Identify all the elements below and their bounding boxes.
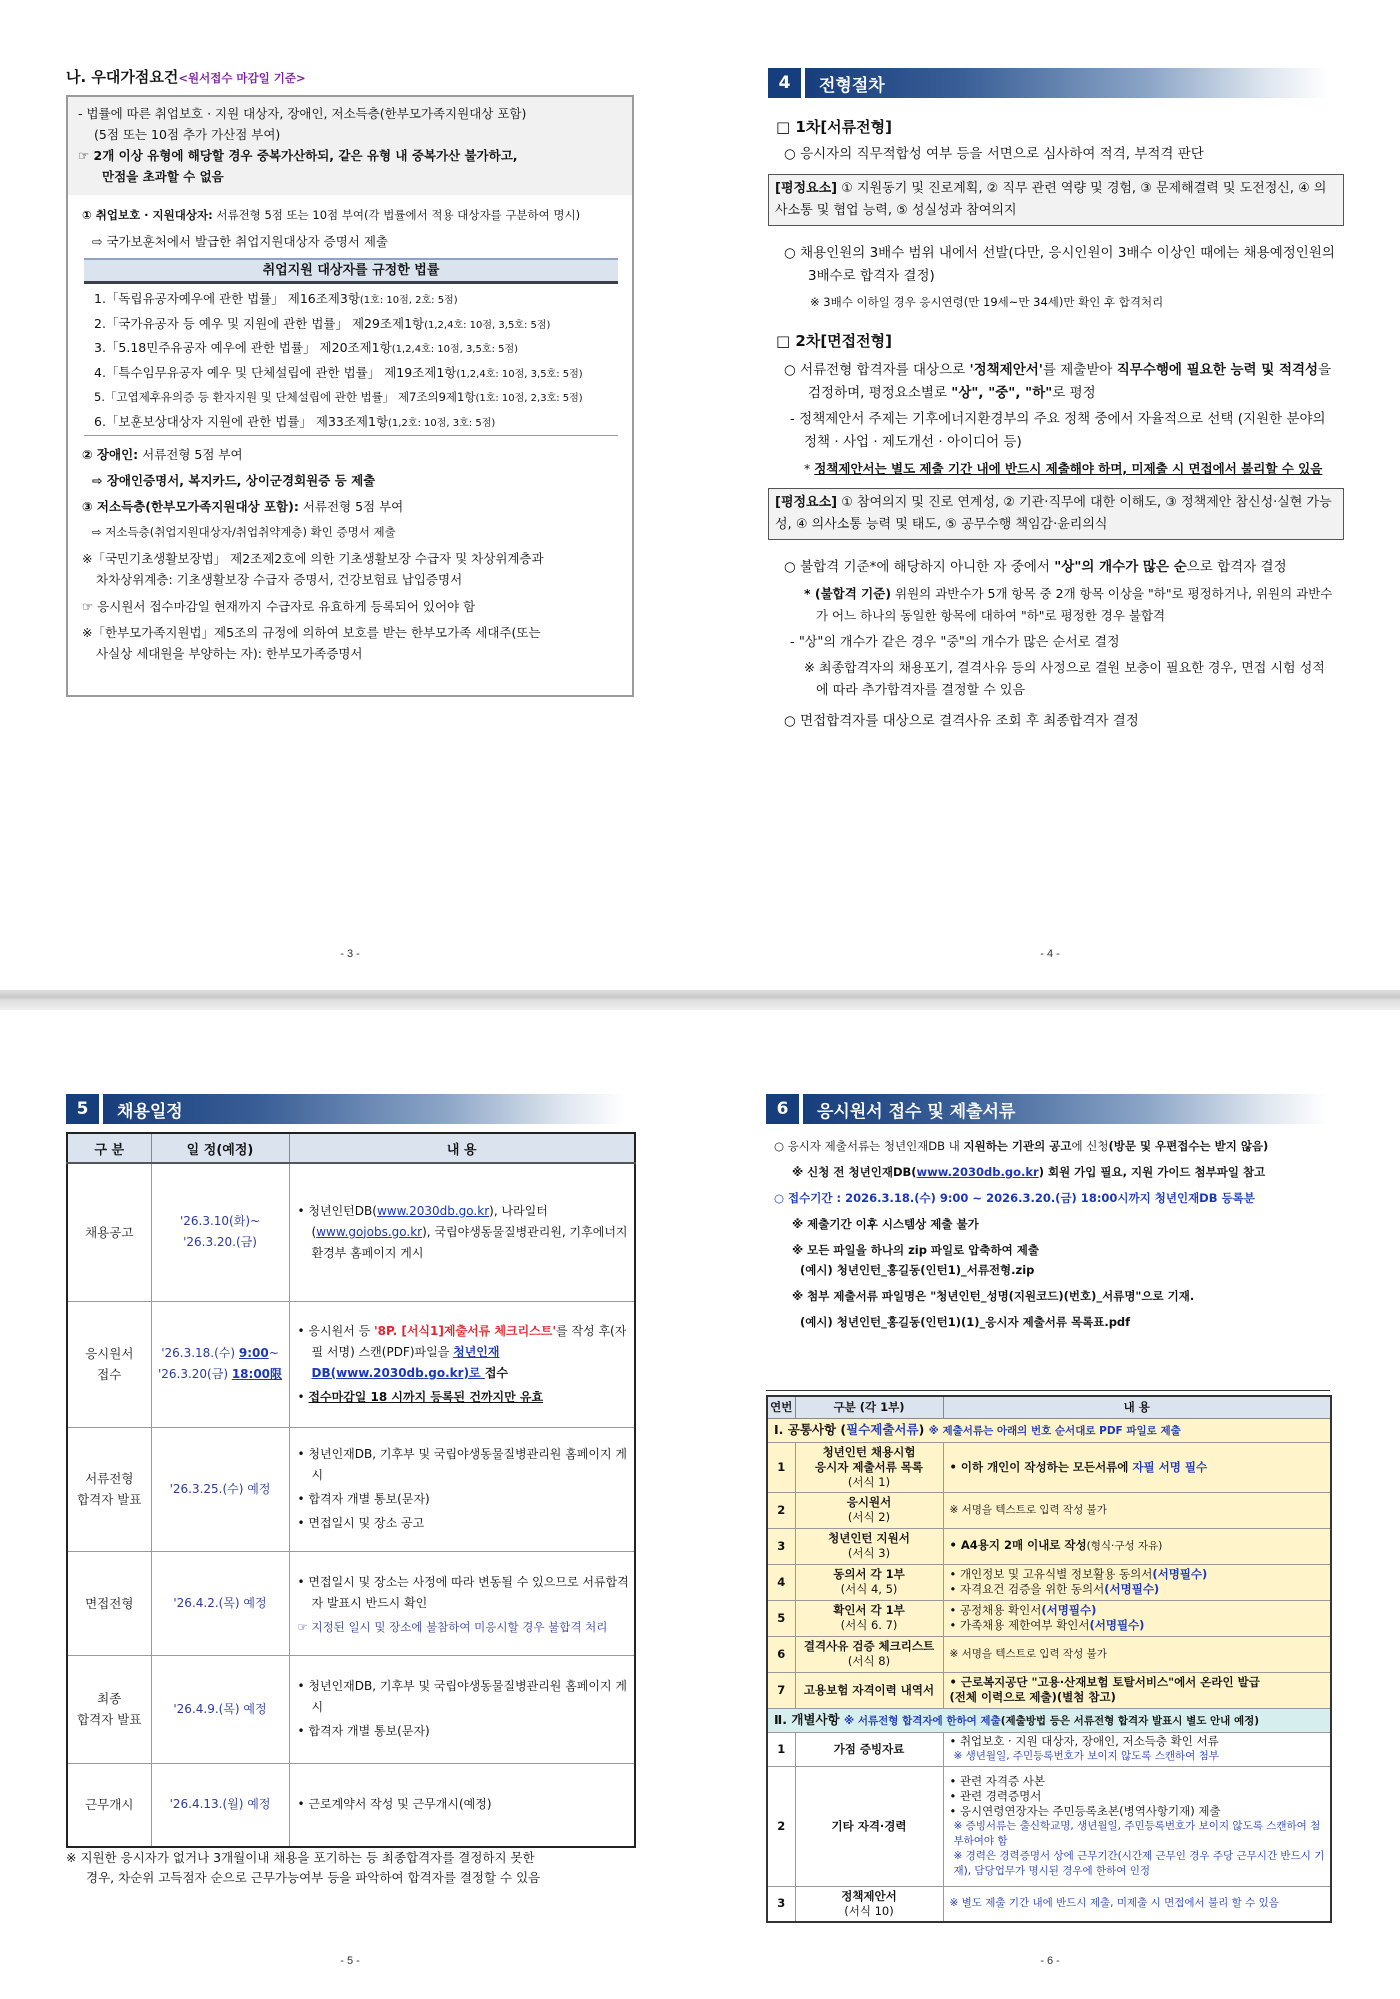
table-row: 7 고용보험 자격이력 내역서 • 근로복지공단 "고용·산재보험 토탈서비스"에서 온라인 발급 (전체 이력으로 제출)(별첨 참고) [767,1672,1331,1708]
page-4 [700,0,1400,990]
section-header-5 [66,1094,626,1124]
title-subtitle: <원서접수 마감일 기준> [178,71,306,85]
stage1-heading: □ 1차[서류전형] [776,118,892,136]
table-row: 응시원서 접수 '26.3.18.(수) 9:00~ '26.3.20(금) 18:00限 • 응시원서 등 '8P. [서식1]제출서류 체크리스트'를 작성 후(자필 서명) 스캔(PDF)파일을 청년인재DB(www.2030db.go.kr)로 접수 • 접수마감일 18 시까지 등록된 건까지만 유효 [67,1301,635,1427]
intro-shaded-area: - 법률에 따른 취업보호 · 지원 대상자, 장애인, 저소득층(한부모가족지원대상 포함) (5점 또는 10점 추가 가산점 부여) ☞ 2개 이상 유형에 해당할 경우 중복가산하되, 같은 유형 내 중복가산 불가하고, 만점을 초과할 수 없음 [68,97,632,195]
basic-livelihood-note: ※「국민기초생활보장법」 제2조제2호에 의한 기초생활보장 수급자 및 차상위계층과 차차상위계층: 기초생활보장 수급자 증명서, 건강보험료 납입증명서 [82,551,544,587]
section-title: 전형절차 [805,68,1330,98]
final-decision: ○ 면접합격자를 대상으로 결격사유 조회 후 최종합격자 결정 [784,713,1139,729]
item2-arrow-note: ⇨ 장애인증명서, 복지카드, 상이군경회원증 등 제출 [92,473,376,488]
selection-procedure-content: □ 1차[서류전형] ○ 응시자의 직무적합성 여부 등을 서면으로 심사하여 적격, 부적격 판단 [평정요소] ① 지원동기 및 진로계획, ② 직무 관련 역량 및 경험, ③ 문제해결력 및 도전정신, ④ 의사소통 및 협업 능력, ⑤ 성실성과 참여의지 ○ 채용인원의 3배수 범위 내에서 선발(다만, 응시인원이 3배수 이상인 때에는 채용예정인원의 3배수로 합격자 결정) ※ 3배수 이하일 경우 응시연령(만 19세~만 34세)만 확인 후 합격처리 □ 2차[면접전형] ○ 서류전형 합격자를 대상으로 '정책제안서'를 제출받아 직무수행에 필요한 능력 및 적격성을 검정하며, 평정요소별로 "상", "중", "하"로 평정 - 정책제안서 주제는 기후에너지환경부의 주요 정책 중에서 자율적으로 선택 (지원한 분야의 정책 · 사업 · 제도개선 · 아이디어 등) * 정책제안서는 별도 제출 기간 내에 반드시 제출해야 하며, 미제출 시 면접에서 불리할 수 있음 [평정요소] ① 참여의지 및 진로 연계성, ② 기관·직무에 대한 이해도, ③ 정책제안 참신성·실현 가능성, ④ 의사소통 능력 및 태도, ⑤ 공무수행 책임감·윤리의식 ○ 불합격 기준*에 해당하지 아니한 자 중에서 "상"의 개수가 많은 순으로 합격자 결정 * (불합격 기준) 위원의 과반수가 5개 항목 중 2개 항목 이상을 "하"로 평정하거나, 위원의 과반수가 어느 하나의 동일한 항목에 대하여 "하"로 평정한 경우 불합격 - "상"의 개수가 같은 경우 "중"의 개수가 많은 순서로 결정 ※ 최종합격자의 채용포기, 결격사유 등의 사정으로 결원 보충이 필요한 경우, 면접 시험 성적에 따라 추가합격자를 결정할 수 있음 ○ 면접합격자를 대상으로 결격사유 조회 후 최종합격자 결정 [776,112,1336,736]
table-row: 근무개시 '26.4.13.(월) 예정 • 근로계약서 작성 및 근무개시(예정) [67,1763,635,1847]
stage2-eval-criteria-box: [평정요소] ① 참여의지 및 진로 연계성, ② 기관·직무에 대한 이해도, ③ 정책제안 참신성·실현 가능성, ④ 의사소통 능력 및 태도, ⑤ 공무수행 책임감·윤리의식 [768,488,1344,540]
table-row: 6 결격사유 검증 체크리스트 (서식 8) ※ 서명을 텍스트로 입력 작성 불가 [767,1636,1331,1672]
proposal-deadline-warning: * 정책제안서는 별도 제출 기간 내에 반드시 제출해야 하며, 미제출 시 면접에서 불리할 수 있음 [804,461,1323,476]
single-parent-note: ※「한부모가족지원법」제5조의 규정에 의하여 보호를 받는 한부모가족 세대주(또는 사실상 세대원을 부양하는 자): 한부모가족증명서 [82,625,541,661]
divider [766,1390,1330,1391]
table-row: 3 청년인턴 지원서 (서식 3) • A4용지 2매 이내로 작성(형식·구성 자유) [767,1528,1331,1564]
law-item: 1.「독립유공자예우에 관한 법률」 제16조제3항(1호: 10점, 2호: 5점) [94,291,458,306]
section-header-6 [766,1094,1328,1124]
page-6 [700,1010,1400,1999]
preference-points-box [66,95,634,697]
col-content: 내 용 [289,1133,635,1163]
table-row: 1 가점 증빙자료 • 취업보호 · 지원 대상자, 장애인, 저소득층 확인 서류 ※ 생년월일, 주민등록번호가 보이지 않도록 스캔하여 첨부 [767,1732,1331,1766]
page-5 [0,1010,700,1999]
col-category: 구 분 [67,1133,151,1163]
item1-arrow-note: ⇨ 국가보훈처에서 발급한 취업지원대상자 증명서 제출 [92,234,388,249]
table-row: 5 확인서 각 1부 (서식 6. 7) • 공정채용 확인서(서명필수) • 가족채용 제한여부 확인서(서명필수) [767,1600,1331,1636]
section-title: 응시원서 접수 및 제출서류 [803,1094,1328,1124]
law-item: 2.「국가유공자 등 예우 및 지원에 관한 법률」 제29조제1항(1,2,4호: 10점, 3,5호: 5점) [94,315,551,331]
section-title: 채용일정 [103,1094,626,1124]
schedule-footnote: ※ 지원한 응시자가 없거나 3개월이내 채용을 포기하는 등 최종합격자를 결정하지 못한 경우, 차순위 고득점자 순으로 근무가능여부 등을 파악하여 합격자를 결정할 수 있음 [66,1850,541,1885]
item-disabled: ② 장애인: 서류전형 5점 부여 [82,447,243,462]
section-individual-header: Ⅱ. 개별사항 ※ 서류전형 합격자에 한하여 제출(제출방법 등은 서류전형 합격자 발표시 별도 안내 예정) [767,1708,1331,1732]
stage1-note: ※ 3배수 이하일 경우 응시연령(만 19세~만 34세)만 확인 후 합격처리 [810,295,1164,309]
proposal-topic-note: - 정책제안서 주제는 기후에너지환경부의 주요 정책 중에서 자율적으로 선택 (지원한 분야의 정책 · 사업 · 제도개선 · 아이디어 등) [790,411,1326,450]
link-2030db-signup[interactable]: www.2030db.go.kr [916,1165,1039,1179]
table-row: 2 응시원서 (서식 2) ※ 서명을 텍스트로 입력 작성 불가 [767,1492,1331,1528]
application-period: ○ 접수기간 : 2026.3.18.(수) 9:00 ~ 2026.3.20.(금) 18:00시까지 청년인재DB 등록분 [774,1191,1255,1205]
additional-pass-note: ※ 최종합격자의 채용포기, 결격사유 등의 사정으로 결원 보충이 필요한 경우, 면접 시험 성적에 따라 추가합격자를 결정할 수 있음 [804,661,1325,698]
section-number: 5 [66,1094,99,1124]
duplicate-points-note: ☞ 2개 이상 유형에 해당할 경우 중복가산하되, 같은 유형 내 중복가산 불가하고, [78,148,518,163]
table-row: 최종 합격자 발표 '26.4.9.(목) 예정 • 청년인재DB, 기후부 및 국립야생동물질병관리원 홈페이지 게시 • 합격자 개별 통보(문자) [67,1655,635,1763]
application-instructions: ○ 응시자 제출서류는 청년인재DB 내 지원하는 기관의 공고에 신청(방문 및 우편접수는 받지 않음) ※ 신청 전 청년인재DB(www.2030db.go.kr) 회원 가입 필요, 지원 가이드 첨부파일 참고 ○ 접수기간 : 2026.3.18.(수) 9:00 ~ 2026.3.20.(금) 18:00시까지 청년인재DB 등록분 ※ 제출기간 이후 시스템상 제출 불가 ※ 모든 파일을 하나의 zip 파일로 압축하여 제출 (예시) 청년인턴_홍길동(인턴1)_서류전형.zip ※ 첨부 제출서류 파일명은 "청년인턴_성명(지원코드)(번호)_서류명"으로 기재. (예시) 청년인턴_홍길동(인턴1)(1)_응시자 제출서류 목록표.pdf [774,1138,1344,1340]
law-item: 4.「특수임무유공자 예우 및 단체설립에 관한 법률」 제19조제1항(1,2,4호: 10점, 3,5호: 5점) [94,364,583,380]
law-item: 6.「보훈보상대상자 지원에 관한 법률」 제33조제1항(1,2호: 10점, 3호: 5점) [94,413,496,429]
section-number: 6 [766,1094,799,1124]
section-common-header: Ⅰ. 공통사항 (필수제출서류) ※ 제출서류는 아래의 번호 순서대로 PDF 파일로 제출 [767,1418,1331,1442]
section-header-4 [768,68,1330,98]
table-row: 서류전형 합격자 발표 '26.3.25.(수) 예정 • 청년인재DB, 기후부 및 국립야생동물질병관리원 홈페이지 게시 • 합격자 개별 통보(문자) • 면접일시 및 장소 공고 [67,1427,635,1551]
table-row: 채용공고 '26.3.10(화)~ '26.3.20.(금) • 청년인턴DB(www.2030db.go.kr), 나라일터(www.gojobs.go.kr), 국립야생동물질병관리원, 기후에너지환경부 홈페이지 게시 [67,1163,635,1301]
link-2030db[interactable]: www.2030db.go.kr [376,1203,490,1218]
pass-decision-rule: ○ 불합격 기준*에 해당하지 아니한 자 중에서 "상"의 개수가 많은 순으로 합격자 결정 [784,559,1287,575]
stage2-heading: □ 2차[면접전형] [776,332,892,350]
valid-registration-note: ☞ 응시원서 접수마감일 현재까지 수급자로 유효하게 등록되어 있어야 함 [82,599,476,614]
item-employment-support: ① 취업보호 · 지원대상자: 서류전형 5점 또는 10점 부여(각 법률에서 적용 대상자를 구분하여 명시) [82,208,581,222]
table-row: 2 기타 자격·경력 • 관련 자격증 사본 • 관련 경력증명서 • 응시연령연장자는 주민등록초본(병역사항기재) 제출 ※ 증빙서류는 출신학교명, 생년월일, 주민등록번호가 보이지 않도록 스캔하여 첨부하여야 함 ※ 경력은 경력증명서 상에 근무기간(시간제 근무인 경우 주당 근무시간 반드시 기재), 담당업무가 명시된 경우에 한하여 인정 [767,1766,1331,1886]
fail-criteria: * (불합격 기준) 위원의 과반수가 5개 항목 중 2개 항목 이상을 "하"로 평정하거나, 위원의 과반수가 어느 하나의 동일한 항목에 대하여 "하"로 평정한 경우 불합격 [804,586,1333,623]
law-table-header: 취업지원 대상자를 규정한 법률 [84,258,618,284]
page-separator [0,987,1400,1010]
item-low-income: ③ 저소득층(한부모가족지원대상 포함): 서류전형 5점 부여 [82,499,404,514]
col-schedule: 일 정(예정) [151,1133,289,1163]
page-number: - 6 - [1040,1955,1060,1967]
table-row: 3 정책제안서 (서식 10) ※ 별도 제출 기간 내에 반드시 제출, 미제출 시 면접에서 불리 할 수 있음 [767,1886,1331,1922]
link-gojobs[interactable]: www.gojobs.go.kr [316,1224,423,1239]
law-item: 3.「5.18민주유공자 예우에 관한 법률」 제20조제1항(1,2,4호: 10점, 3,5호: 5점) [94,340,519,355]
table-row: 4 동의서 각 1부 (서식 4, 5) • 개인정보 및 고유식별 정보활용 동의서(서명필수) • 자격요건 검증을 위한 동의서(서명필수) [767,1564,1331,1600]
section-number: 4 [768,68,801,98]
recruitment-schedule-table [66,1132,636,1848]
law-item: 5.「고엽제후유의증 등 환자지원 및 단체설립에 관한 법률」 제7조의9제1항(1호: 10점, 2,3호: 5점) [94,390,583,404]
stage2-description: ○ 서류전형 합격자를 대상으로 '정책제안서'를 제출받아 직무수행에 필요한 능력 및 적격성을 검정하며, 평정요소별로 "상", "중", "하"로 평정 [784,362,1332,401]
law-list [84,288,618,436]
stage1-eval-criteria-box: [평정요소] ① 지원동기 및 진로계획, ② 직무 관련 역량 및 경험, ③ 문제해결력 및 도전정신, ④ 의사소통 및 협업 능력, ⑤ 성실성과 참여의지 [768,174,1344,226]
page-number: - 3 - [340,948,360,960]
required-documents-table: 연번 구분 (각 1부) 내 용 Ⅰ. 공통사항 (필수제출서류) ※ 제출서류는 아래의 번호 순서대로 PDF 파일로 제출 1 청년인턴 채용시험 응시자 제출서류 목록 (서식 1) • 이하 개인이 작성하는 모든서류에 자필 서명 필수 2 응시원서 (서식 2) ※ 서명을 텍스트로 입력 작성 불가 3 청년인턴 지원서 (서식 3) • A4용지 2매 이내로 작성(형식·구성 자유) 4 동의서 각 1부 (서식 4, 5) • 개인정보 및 고유식별 정보활용 동의서(서명필수) • 자격요건 검증을 위한 동의서(서명필수) 5 확인서 각 1부 (서식 6. 7) • 공정채용 확인서(서명필수) • 가족채용 제한여부 확인서(서명필수) 6 결격사유 검증 체크리스트 (서식 8) ※ 서명을 텍스트로 입력 작성 불가 7 고용보험 자격이력 내역서 • 근로복지공단 "고용·산재보험 토탈서비스"에서 온라인 발급 (전체 이력으로 제출)(별첨 참고) Ⅱ. 개별사항 ※ 서류전형 합격자에 한하여 제출(제출방법 등은 서류전형 합격자 발표시 별도 안내 예정) 1 가점 증빙자료 • 취업보호 · 지원 대상자, 장애인, 저소득층 확인 서류 ※ 생년월일, 주민등록번호가 보이지 않도록 스캔하여 첨부 2 기타 자격·경력 • 관련 자격증 사본 • 관련 경력증명서 • 응시연령연장자는 주민등록초본(병역사항기재) 제출 ※ 증빙서류는 출신학교명, 생년월일, 주민등록번호가 보이지 않도록 스캔하여 첨부하여야 함 ※ 경력은 경력증명서 상에 근무기간(시간제 근무인 경우 주당 근무시간 반드시 기재), 담당업무가 명시된 경우에 한하여 인정 3 정책제안서 (서식 10) ※ 별도 제출 기간 내에 반드시 제출, 미제출 시 면접에서 불리 할 수 있음 [766,1395,1332,1923]
table-row: 1 청년인턴 채용시험 응시자 제출서류 목록 (서식 1) • 이하 개인이 작성하는 모든서류에 자필 서명 필수 [767,1442,1331,1492]
preference-points-title: 나. 우대가점요건<원서접수 마감일 기준> [66,68,306,86]
page-number: - 5 - [340,1955,360,1967]
link-2030db-submit[interactable]: 청년인재DB(www.2030db.go.kr)로 [311,1344,500,1380]
table-row: 면접전형 '26.4.2.(목) 예정 • 면접일시 및 장소는 사정에 따라 변동될 수 있으므로 서류합격자 발표시 반드시 확인 ☞ 지정된 일시 및 장소에 불참하여 미응시할 경우 불합격 처리 [67,1551,635,1655]
tie-rule: - "상"의 개수가 같은 경우 "중"의 개수가 많은 순서로 결정 [790,635,1120,650]
item3-arrow-note: ⇨ 저소득층(취업지원대상자/취업취약계층) 확인 증명서 제출 [92,525,396,539]
page-3 [0,0,700,990]
page-number: - 4 - [1040,948,1060,960]
